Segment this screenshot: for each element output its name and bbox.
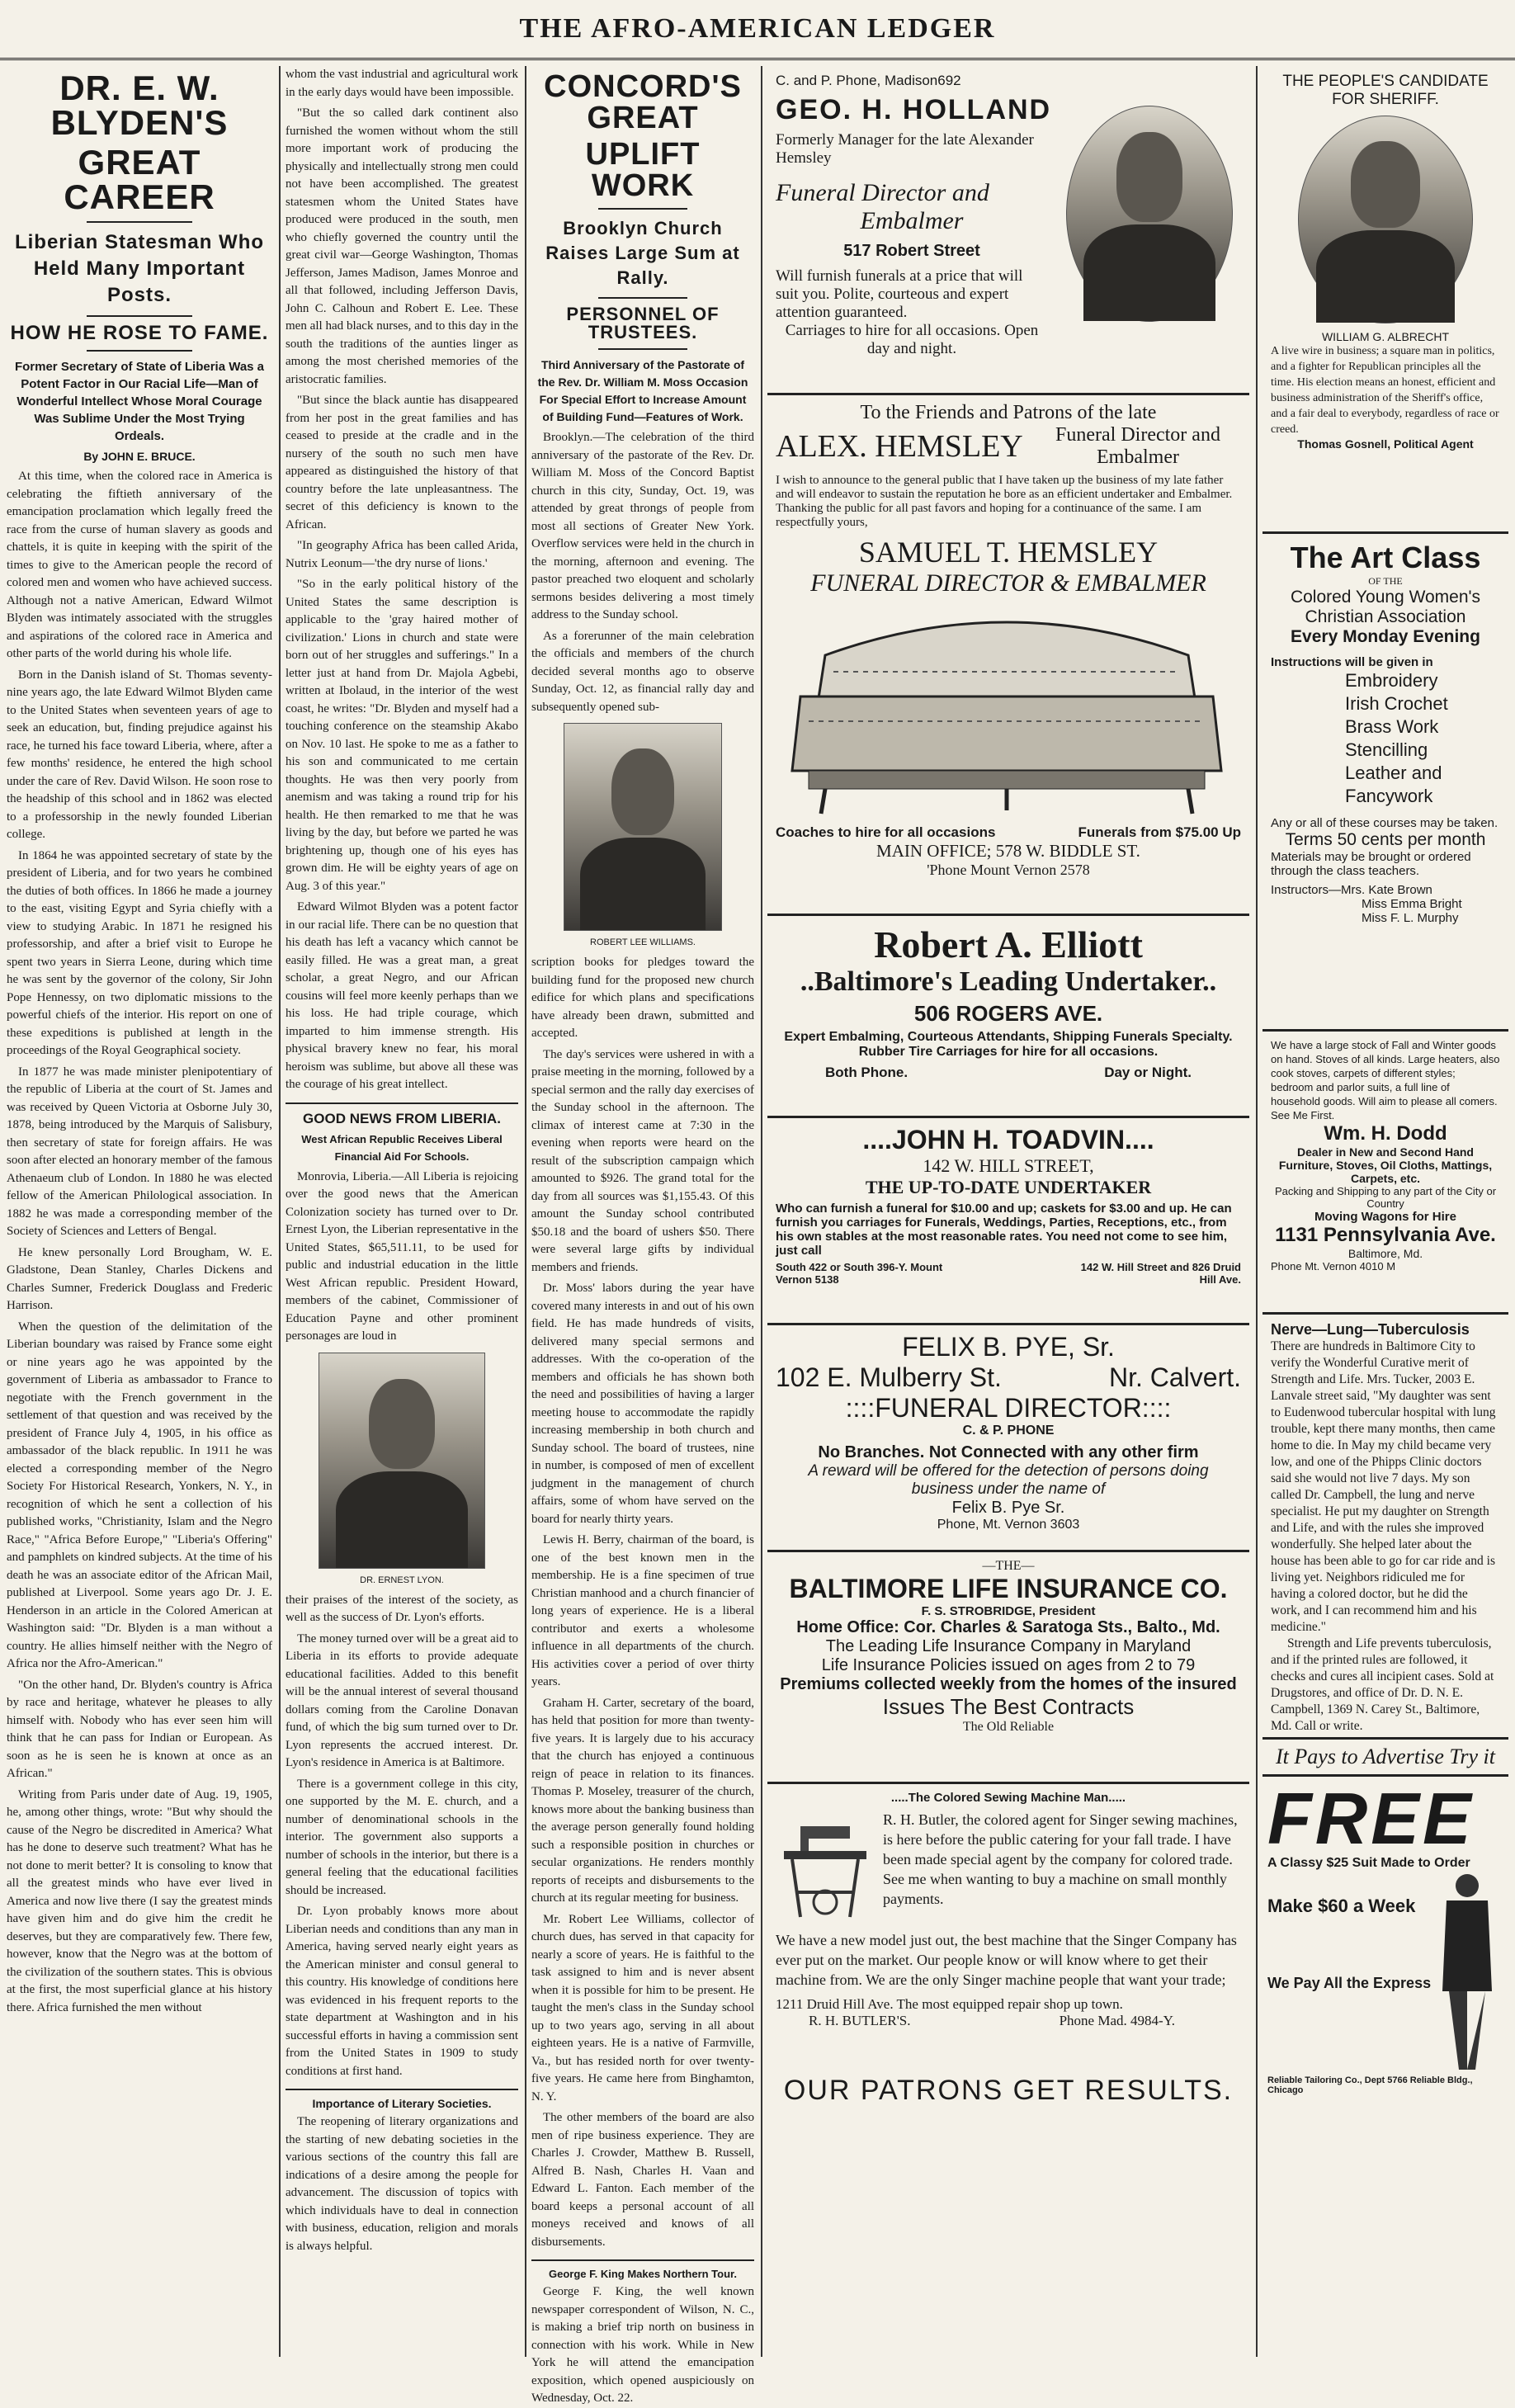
ad-text: Any or all of these courses may be taken. — [1271, 816, 1498, 830]
ad-address: MAIN OFFICE; 578 W. BIDDLE ST. — [876, 841, 1140, 861]
ad-text: —THE— — [982, 1559, 1035, 1573]
ad-text: Instructors—Mrs. Kate Brown — [1271, 883, 1432, 897]
ad-phone: Day or Night. — [1104, 1065, 1192, 1080]
divider — [598, 297, 687, 299]
ad-sheriff-candidate — [1262, 66, 1508, 534]
column-right — [1262, 66, 1508, 2357]
ad-text: Packing and Shipping to any part of the City or Country — [1274, 1185, 1497, 1210]
paragraph: When the question of the delimitation of the Liberian boundary was raised by France some eight or nine years ago he was appointed by the government of Liberia as ambassador to France to negotiate with the French government in the settlement of that question and was received by the president of France July 4, 1905, in his office as ambassador of the black republic. In 1911 he was elected a corresponding member of the Negro Society For Historical Research, Yonkers, N. Y., in recognition of which he sent a collection of his published works, "Christianity, Islam and the Negro Race," "Africa Before Europe," "Liberia's Offering" and pamphlets on kindred subjects. At the time of his death he was an associate editor of the African Mail, published at Liverpool. Some years ago Dr. J. E. Henderson in an article in the Colored American at Washington said: "Dr. Blyden is a man without a country. He allies himself neither with the Negro of Africa nor the Afro-American." — [7, 1320, 272, 1670]
ad-text: Make $60 a Week — [1267, 1896, 1416, 1916]
ad-text: Funerals from $75.00 Up — [1078, 824, 1241, 840]
sofa-illustration — [776, 597, 1238, 820]
ad-title: Funeral Director and Embalmer — [1055, 424, 1220, 468]
ad-text: Carriages to hire for all occasions. Open day and night. — [785, 322, 1039, 357]
course-item: Brass Work — [1345, 716, 1439, 737]
ad-text: Miss Emma Bright — [1362, 897, 1462, 911]
ad-text: Will furnish funerals at a price that will suit you. Polite, courteous and expert attention guaranteed. — [776, 267, 1023, 321]
divider — [598, 208, 687, 210]
paragraph: Writing from Paris under date of Aug. 19, 1905, he, among other things, wrote: "But why should the cause of the Negro be discredited in America? What has he done to deserve such treatment? What has he not done to merit better? It is consoling to know that all the greatest minds who have ever lived in America and now live there (I say the greatest minds have given him and do give him the credit he deserves, but they are comparatively few. There few, however, know that the Negro was at the bottom of the civilization of the southern states. This is obvious at the first, the most superficial glance at his history there. Africa furnished the men without — [7, 1787, 272, 2014]
ad-name: BALTIMORE LIFE INSURANCE CO. — [789, 1574, 1228, 1603]
divider — [87, 350, 193, 352]
paragraph: Dr. Lyon probably knows more about Liberian needs and conditions than any man in America, having served nearly eight years as the American minister and consul general to this country. His knowledge of conditions here was evidenced in his frequent reports to the state department at Washington and in his successful efforts in having a commission sent from the United States in 1909 to study conditions at first hand. — [286, 1905, 518, 2078]
paragraph: Dr. Moss' labors during the year have covered many interests in and out of his own field. He has made hundreds of visits, delivered many special sermons and addresses. With the co-operation of the members and officials he has shown both the need and possibilities of having a larger meeting house to accommodate the rapidly increasing membership in both church and Sunday school. The board of trustees, nine in number, is composed of men of excellent judgment in the management of church affairs, some of whom have served on the board for nearly thirty years. — [531, 1282, 754, 1526]
paragraph: The money turned over will be a great aid to Liberia in its efforts to provide adequate educational facilities. Added to this benefit will be the annual interest of several thousand dollars coming from the Caroline Donavan fund, of which the big sum turned over to Dr. Lyon represents the accrued interest. Dr. Lyon's residence in America is at Baltimore. — [286, 1631, 518, 1769]
ad-text: The Old Reliable — [962, 1720, 1055, 1734]
ad-text: A reward will be offered for the detection of persons doing business under the name of — [808, 1462, 1209, 1498]
ad-title: THE UP-TO-DATE UNDERTAKER — [865, 1177, 1152, 1197]
ad-address: Home Office: Cor. Charles & Saratoga Sts., Balto., Md. — [796, 1618, 1220, 1636]
ad-address: Nr. Calvert. — [1108, 1362, 1241, 1392]
paragraph: Monrovia, Liberia.—All Liberia is rejoicing over the good news that the American Colonization society has turned over to Dr. Ernest Lyon, the Liberian representative in the United States, $65,511.11, to be used for public and industrial education in the little West African republic. President Howard, members of the cabinet, Commissioner of Education Payne and other prominent personages are loud in — [286, 1169, 518, 1343]
ad-dodd — [1262, 1032, 1508, 1315]
column-rule — [1256, 66, 1258, 2357]
ad-text: OF THE — [1368, 575, 1403, 587]
paragraph: He knew personally Lord Brougham, W. E. Gladstone, Dean Stanley, Charles Dickens and Charles Sumner, Frederick Douglass and Frederic Harrison. — [7, 1245, 272, 1312]
paragraph: Mr. Robert Lee Williams, collector of church dues, has served in that capacity for nearly a score of years. He is faithful to the task assigned to him and is never absent when it is possible for him to be present. He taught the men's class in the Sunday school up to two years ago, serving in all about eighteen years. He is a native of Farmville, Va., but has resided north for over twenty-five years. He came here from Binghamton, N. Y. — [531, 1912, 754, 2103]
ad-phone: Phone, Mt. Vernon 3603 — [937, 1518, 1080, 1532]
ad-name: Felix B. Pye Sr. — [951, 1499, 1065, 1517]
ad-title: Embalmer — [860, 207, 964, 234]
ad-phone: 'Phone Mount Vernon 2578 — [927, 862, 1090, 878]
ad-title: The Art Class — [1290, 541, 1481, 574]
ad-address: 1211 Druid Hill Ave. The most equipped repair shop up town. — [776, 1996, 1123, 2012]
ad-title: ::::FUNERAL DIRECTOR:::: — [845, 1393, 1172, 1423]
portrait-holland — [1066, 106, 1233, 322]
section-heading: GOOD NEWS FROM LIBERIA. — [286, 1102, 518, 1127]
ad-address: 142 W. HILL STREET, — [923, 1155, 1094, 1176]
course-item: Stencilling — [1345, 739, 1428, 760]
ad-address: 102 E. Mulberry St. — [776, 1362, 1002, 1392]
ad-text: To the Friends and Patrons of the late — [860, 402, 1157, 423]
ad-text: Expert Embalming, Courteous Attendants, Shipping Funerals Specialty. Rubber Tire Carriages for hire for all occasions. — [784, 1030, 1233, 1059]
paragraph: Lewis H. Berry, chairman of the board, is one of the best known men in the membership. He is a fine specimen of true Christian manhood and a church financier of long years of experience. He is a liberal contributor and exerts a wholesome influence in all departments of the church. His activities cover a period of over thirty years. — [531, 1533, 754, 1688]
column-blyden-article — [7, 66, 272, 2357]
ad-text: A Classy $25 Suit Made to Order — [1267, 1856, 1470, 1870]
paragraph: "In geography Africa has been called Arida, Nutrix Leonum—'the dry nurse of lions.' — [286, 539, 518, 570]
ad-text: Dealer in New and Second Hand Furniture, Stoves, Oil Cloths, Mattings, Carpets, etc. — [1278, 1145, 1493, 1185]
ad-name: R. H. BUTLER'S. — [809, 2013, 911, 2028]
paragraph: In 1877 he was made minister plenipotentiary of the republic of Liberia at the court of St. James and was received by Queen Victoria at Osborne July 30, 1878, being introduced by the Marquis of Salisbury, then secretary of state for foreign affairs. He was soon after elected an honorary member of the famous Athenaeum club of London. In 1880 he was elected fellow of the American Philological association. In 1882 he was made a corresponding member of the Society of Sciences and Letters of Bengal. — [7, 1065, 272, 1238]
portrait-robert-lee-williams — [564, 723, 722, 931]
sewing-machine-illustration — [776, 1810, 875, 1925]
ad-phone: South 422 or South 396-Y. Mount Vernon 5138 — [776, 1261, 943, 1286]
ad-title: THE PEOPLE'S CANDIDATE FOR SHERIFF. — [1282, 73, 1489, 108]
ad-text: We have a large stock of Fall and Winter goods on hand. Stoves of all kinds. Large heaters, also cook stoves, carpets of different styles; bedroom and parlor suits, a full line of household goods. Will aim to please all comers. See Me First. — [1271, 1039, 1500, 1121]
ad-address: 517 Robert Street — [843, 242, 980, 260]
column-advertisements — [767, 66, 1249, 2357]
ad-text: Miss F. L. Murphy — [1362, 911, 1459, 925]
ad-text: Life Insurance Policies issued on ages from 2 to 79 — [821, 1656, 1196, 1674]
ad-title: Funeral Director and — [776, 179, 989, 206]
column-rule — [279, 66, 281, 2357]
patrons-slogan: OUR PATRONS GET RESULTS. — [783, 2075, 1234, 2106]
man-in-suit-illustration — [1434, 1867, 1500, 2074]
paragraph: Graham H. Carter, secretary of the board, has held that position for more than twenty-five years. It is largely due to his accuracy that the church has enjoyed a continuous reign of peace in relation to its finances. Thomas P. Moseley, treasurer of the church, knows more about the banking business than the average person generally found holding such a responsible position in churches or secular organizations. He renders monthly reports of receipts and disbursements to the church at its regular meeting for business. — [531, 1696, 754, 1905]
paragraph: their praises of the interest of the society, as well as the success of Dr. Lyon's efforts. — [286, 1593, 518, 1624]
ad-name: GEO. H. HOLLAND — [776, 94, 1052, 125]
ad-address: Baltimore, Md. — [1347, 1247, 1423, 1260]
column-rule — [761, 66, 762, 2357]
ad-sewing-machine — [767, 1784, 1249, 2066]
ad-text: Instructions will be given in — [1271, 655, 1433, 669]
ad-phone: Both Phone. — [825, 1065, 909, 1080]
section-heading: Importance of Literary Societies. — [286, 2089, 518, 2110]
paragraph: The day's services were ushered in with a praise meeting in the morning, followed by a special sermon and the rally day exercises of the Sunday school in the afternoon. The climax of interest came at 7:30 in the evening when reports were heard on the result of the subscription campaign which amounted to $926. The grand total for the day from all sources was $1,155.43. Of this amount the Sunday school contributed $50.18 and the board of ushers $50. There were several large gifts by individual members and friends. — [531, 1047, 754, 1274]
paragraph: There is a government college in this city, one supported by the M. E. church, and a number of denominational schools in the interior. The government also supports a number of schools in the interior, but there is a general feeling that the educational facilities should be increased. — [286, 1777, 518, 1897]
paragraph: Brooklyn.—The celebration of the third anniversary of the pastorate of the Rev. Dr. William M. Moss of the Concord Baptist church in this city, Sunday, Oct. 19, was attended by great throngs of people from most all sections of Greater New York. Overflow services were held in the church in the morning, afternoon and evening. The pastor preached two eloquent and scholarly sermons besides delivering a most timely address to the Sunday school. — [531, 431, 754, 621]
headline: DR. E. W. BLYDEN'S — [50, 68, 229, 142]
ad-text: Formerly Manager for the late Alexander Hemsley — [776, 131, 1034, 167]
deck: HOW HE ROSE TO FAME. — [10, 322, 269, 344]
ad-address: 1131 Pennsylvania Ave. — [1275, 1224, 1496, 1246]
ad-name: ALEX. HEMSLEY — [776, 429, 1023, 464]
course-item: Leather and Fancywork — [1345, 763, 1442, 806]
ad-name: SAMUEL T. HEMSLEY — [858, 536, 1159, 569]
ad-text: The Leading Life Insurance Company in Maryland — [825, 1637, 1192, 1655]
ad-title: Nerve—Lung—Tuberculosis — [1271, 1321, 1470, 1338]
ad-text: Materials may be brought or ordered through the class teachers. — [1271, 850, 1471, 878]
photo-caption: ROBERT LEE WILLIAMS. — [590, 937, 696, 947]
paragraph: Edward Wilmot Blyden was a potent factor in our racial life. There can be no question that his death has left a vacancy which cannot be easily filled. He was a great man, a great scholar, a great Negro, and our African cousins will feel more keenly perhaps than we his loss. He had triple courage, which imparted to him immense strength. His physical bravery knew no fear, his moral heroism was sublime, but above all these was the courage of his great intellect. — [286, 900, 518, 1091]
deck: Liberian Statesman Who Held Many Important Posts. — [14, 231, 265, 306]
paragraph: In 1864 he was appointed secretary of state by the president of Liberia, and for two years he combined the duties of both offices. In 1866 he made a journey to the east, visiting Egypt and Syria chiefly with a view to studying Arabic. In 1871 he resigned his professorship, and after a brief visit to Europe he spent two years in Sierra Leone, during which time he was sent by the governor of the colony, Sir John Pope Hennessy, on two diplomatic missions to the powerful chiefs of the interior. His report on one of these expeditions is published at length in the proceedings of the Royal Geographical society. — [7, 848, 272, 1057]
ad-toadvin — [767, 1118, 1249, 1325]
paragraph: As a forerunner of the main celebration the officials and members of the church decided several months ago to observe Sunday, Oct. 12, as financial rally day and subsequently opened sub- — [531, 629, 754, 714]
deck: Brooklyn Church Raises Large Sum at Rally. — [545, 218, 740, 288]
headline: GREAT CAREER — [64, 143, 215, 216]
ad-text: R. H. Butler, the colored agent for Singer sewing machines, is here before the public catering for your fall trade. I have been made special agent by the company for colored trade. See me when wanting to buy a machine on small monthly payments. — [883, 1811, 1238, 1907]
ad-text: Thomas Gosnell, Political Agent — [1297, 437, 1474, 451]
deck: PERSONNEL OF TRUSTEES. — [566, 304, 720, 342]
paragraph: Born in the Danish island of St. Thomas seventy-nine years ago, the late Edward Wilmot Blyden came to the United States when seventeen years of age to seek an education, but, finding prejudice against his race, he turned his face toward Liberia, where, after a few months' residence, he entered the high school under the care of Rev. David Wilson. He soon rose to the headship of this school and in 1862 was elected to a professorship in the newly founded Liberian college. — [7, 668, 272, 841]
paragraph: The other members of the board are also men of ripe business experience. They are Charles J. Crowder, Matthew B. Russell, Alfred B. Nash, Charles H. Vaan and Edward L. Fanton. Each member of the board keeps a personal account of all moneys received and knows of all disbursements. — [531, 2111, 754, 2249]
ad-name: ....JOHN H. TOADVIN.... — [862, 1125, 1154, 1154]
paragraph: At this time, when the colored race in America is celebrating the fiftieth anniversary of the emancipation proclamation which legally freed the race from the curse of human slavery as goods and chattels, it is quite in keeping with the spirit of the times to give to the American people the record of colored men and women who have achieved success. Although not a native American, Edward Wilmot Blyden was intimately associated with the struggles and aspirations of the colored race in America and other parts of the world during his whole life. — [7, 470, 272, 660]
ad-title: ..Baltimore's Leading Undertaker.. — [800, 966, 1217, 997]
summary: Former Secretary of State of Liberia Was a Potent Factor in Our Racial Life—Man of Wonderful Intellect Whose Moral Courage Was Sublime Under the Most Trying Ordeals. — [14, 360, 265, 443]
paragraph: The reopening of literary organizations and the starting of new debating societies in the various sections of the country this fall are indications of a desire among the people for advancement. The discussion of topics with which individuals have to deal in connection with business, education, religion and morals is always helpful. — [286, 2115, 518, 2253]
portrait-albrecht — [1298, 116, 1473, 323]
paragraph: George F. King, the well known newspaper correspondent of Wilson, N. C., is making a brief trip north on business in connection with his work. While in New York he will attend the emancipation exposition, which opened auspiciously on Wednesday, Oct. 22. — [531, 2285, 754, 2405]
column-rule — [525, 66, 526, 2357]
headline: UPLIFT WORK — [585, 137, 701, 203]
ad-phone: C. and P. Phone, Madison692 — [776, 73, 961, 88]
headline: CONCORD'S GREAT — [544, 69, 742, 135]
ad-text: Strength and Life prevents tuberculosis, and if the printed rules are followed, it checks and cures all incipient cases. Sold at Drugstores, and office of Dr. D. N. E. Campbell, 1369 N. Carey St., Baltimore, Md. Call or write. — [1271, 1636, 1494, 1733]
ad-phone: Phone Mt. Vernon 4010 M — [1271, 1260, 1396, 1272]
paragraph: scription books for pledges toward the building fund for the proposed new church edifice for which plans and specifications have already been drawn, submitted and accepted. — [531, 956, 754, 1040]
ad-text: There are hundreds in Baltimore City to verify the Wonderful Curative merit of Strength and Life. Mrs. Tucker, 2003 E. Lanvale street said, "My daughter was sent to Eudenwood tubercular hospital with lung trouble, kept there many months, then came home to die. In May my child became very low, and one of the Phipps Clinic doctors said she would not live 7 days. My son called Dr. Campbell, the lung and nerve specialist. He put my daughter on Strength and Life, and with the rules she improved wonderfully. She helped later about the house has been able to go for car ride and is living yet. Neighbors ridiculed me for having a colored doctor, but he did the work, and I can recommend him and his medicine." — [1271, 1339, 1496, 1634]
ad-text: F. S. STROBRIDGE, President — [921, 1604, 1096, 1618]
ad-phone: Phone Mad. 4984-Y. — [1059, 2013, 1175, 2028]
paragraph: "On the other hand, Dr. Blyden's country is Africa by race and heritage, whatever he pleases to ally himself with. Nobody who has ever seen him will think that he can pass for Indian or European. As soon as he is seen he is known at once as an African." — [7, 1678, 272, 1780]
ad-name: FELIX B. PYE, Sr. — [902, 1332, 1115, 1362]
ad-phone: C. & P. PHONE — [962, 1424, 1055, 1438]
ad-pye — [767, 1325, 1249, 1552]
ad-text: Terms 50 cents per month — [1285, 830, 1486, 849]
ad-title: FUNERAL DIRECTOR & EMBALMER — [810, 569, 1206, 597]
ad-title: FREE — [1267, 1778, 1475, 1859]
ad-text: A live wire in business; a square man in politics, and a fighter for Republican principles all the time. His election means an honest, efficient and business administration of the Sheriff's office, and a fair deal to everybody, regardless of race or creed. — [1271, 345, 1499, 436]
ad-address: Reliable Tailoring Co., Dept 5766 Reliable Bldg., Chicago — [1267, 2075, 1473, 2095]
ad-text: Who can furnish a funeral for $10.00 and up; caskets for $3.00 and up. He can furnish you carriages for Funerals, Weddings, Parties, Receptions, etc., from his own stables at the most reasonable rates. You need not come to see him, just call — [776, 1202, 1232, 1258]
paragraph: "But the so called dark continent also furnished the women without whom the still more important work of producing the physically and intellectually strong men could not have been accomplished. The greatest statesmen whom the United States have produced were produced in the south, men who chiefly governed the country until the great civil war—George Washington, Thomas Jefferson, James Madison, James Monroe and all that followed, including Jefferson Davis, John C. Calhoun and Robert E. Lee. These men all had black nurses, and to this day in the south the traditions of the aunties linger as among the most cherished memories of the aristocratic families. — [286, 106, 518, 386]
ad-hemsley — [767, 395, 1249, 916]
portrait-ernest-lyon — [319, 1353, 485, 1569]
ad-art-class — [1262, 534, 1508, 1032]
ad-baltimore-life — [767, 1552, 1249, 1784]
divider — [87, 221, 193, 223]
byline: By JOHN E. BRUCE. — [83, 450, 196, 463]
course-item: Irish Crochet — [1345, 693, 1448, 714]
divider — [598, 348, 687, 350]
divider — [87, 315, 193, 317]
ad-free-suit — [1262, 1777, 1508, 2100]
ad-text: Every Monday Evening — [1291, 627, 1480, 646]
section-deck: West African Republic Receives Liberal Financial Aid For Schools. — [301, 1132, 503, 1163]
ad-text: Premiums collected weekly from the homes of the insured — [780, 1675, 1237, 1693]
photo-caption: DR. ERNEST LYON. — [360, 1575, 444, 1585]
advertise-slogan: It Pays to Advertise Try it — [1262, 1740, 1508, 1777]
ad-text: We Pay All the Express — [1267, 1975, 1432, 1991]
ad-title: .....The Colored Sewing Machine Man..... — [890, 1791, 1126, 1805]
ad-text: No Branches. Not Connected with any other firm — [818, 1443, 1199, 1461]
paragraph: "But since the black auntie has disappeared from her post in the great families and has ceased to preside at the cradle and in the nursery of the south no such men have appeared as distinguished the history of that country before the late unpleasantness. The secret of this deficiency is known to the African. — [286, 394, 518, 531]
ad-name: Robert A. Elliott — [874, 923, 1143, 966]
masthead: THE AFRO-AMERICAN LEDGER — [0, 0, 1515, 60]
ad-text: We have a new model just out, the best machine that the Singer Company has ever put on the market. Our people know or will know where to get their machine from. We are the only Singer machine people that want your trade; — [776, 1932, 1237, 1988]
column-blyden-continued — [286, 66, 518, 2357]
ad-name: Wm. H. Dodd — [1324, 1122, 1447, 1145]
ad-text: Coaches to hire for all occasions — [776, 824, 996, 840]
ad-text: I wish to announce to the general public that I have taken up the business of my late father and will endeavor to sustain the reputation he bore as an efficient undertaker and Embalmer. Thanking the public for all past favors and hoping for a continuance of the same. I am respectfully yours, — [776, 474, 1233, 529]
ad-address: 142 W. Hill Street and 826 Druid Hill Ave. — [1080, 1261, 1241, 1286]
summary: Third Anniversary of the Pastorate of the Rev. Dr. William M. Moss Occasion For Special Effort to Increase Amount of Building Fund—Features of Work. — [537, 358, 748, 423]
column-concord-article — [531, 66, 754, 2405]
ad-text: Moving Wagons for Hire — [1314, 1210, 1456, 1224]
paragraph: whom the vast industrial and agricultural work in the early days would have been impossible. — [286, 68, 518, 99]
ad-elliott — [767, 916, 1249, 1118]
course-item: Embroidery — [1345, 670, 1438, 691]
ad-nerve-lung — [1262, 1315, 1508, 1740]
ad-holland — [767, 66, 1249, 395]
ad-address: 506 ROGERS AVE. — [913, 1001, 1103, 1026]
photo-caption: WILLIAM G. ALBRECHT — [1321, 330, 1450, 343]
ad-text: Issues The Best Contracts — [882, 1694, 1135, 1719]
paragraph: "So in the early political history of the United States the same description is applicable to the 'gray haired mother of civilization.' Lions in church and state were born out of her struggles and sufferings." In a letter just at hand from Dr. Majola Agbebi, written at Ibolaud, in the interior of the west coast, he writes: "Dr. Blyden and myself had a touching conference on the steamship Akabo on Nov. 10 last. He spoke to me as a father to his son and communicated to me certain thoughts. He was then very poorly from anemism and was taking a round trip for his health. He then remarked to me that he was living by the day, but before we parted he was brightening up, though one of his eyes has grown dim. He will be eighty years of age on Aug. 3 of this year." — [286, 578, 518, 893]
section-heading: George F. King Makes Northern Tour. — [531, 2259, 754, 2280]
ad-text: Colored Young Women's Christian Association — [1290, 588, 1481, 626]
